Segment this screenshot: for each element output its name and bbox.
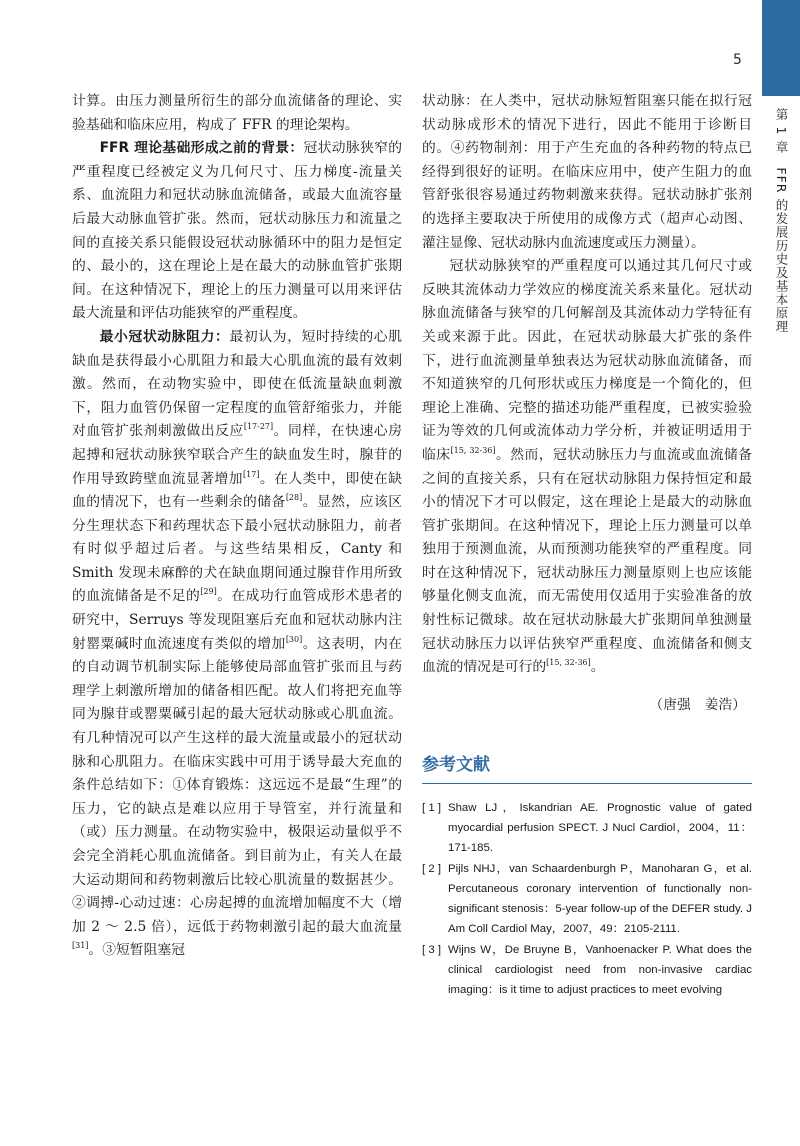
right-column bbox=[422, 90, 752, 1001]
references-heading: 参考文献 bbox=[422, 754, 490, 775]
reference-list bbox=[422, 798, 752, 1000]
page-number: 5 bbox=[733, 52, 742, 68]
chapter-running-title: 第 1 章 FFR 的发展历史及基本原理 bbox=[774, 108, 789, 334]
citation: [17] bbox=[243, 469, 260, 479]
reference-text: Wijns W，De Bruyne B，Vanhoenacker P. What does the clinical cardiologist need from non-invasive cardiac imaging：is it time to adjust practices to meet evolving bbox=[448, 943, 752, 996]
reference-number: [ 2 ] bbox=[422, 862, 441, 875]
reference-item bbox=[422, 940, 752, 1000]
reference-item bbox=[422, 798, 752, 858]
paragraph-text: 冠状动脉狭窄的严重程度可以通过其几何尺寸或反映其流体动力学效应的梯度流关系来量化。冠状动脉血流储备与狭窄的几何解剖及其流体动力学特征有关或来源于此。因此，在冠状动脉最大扩张的条件下，进行血流测量单独表达为冠状动脉血流储备，而不知道狭窄的几何形状或压力梯度是一个简化的，但理论上准确、完整的描述功能严重程度，已被实验验证为等效的几何或流体动力学分析，并被证明适用于临床 bbox=[422, 258, 752, 463]
references-divider bbox=[422, 783, 752, 784]
paragraph-text: 。在人类中，即使在缺血的情况下，也有一些剩余的储备 bbox=[72, 470, 403, 511]
reference-number: [ 1 ] bbox=[422, 801, 441, 814]
reference-text: Shaw LJ，Iskandrian AE. Prognostic value of gated myocardial perfusion SPECT. J Nucl Cardiol，2004，11：171-185. bbox=[448, 801, 752, 854]
author-credit: （唐强 姜浩） bbox=[649, 696, 746, 713]
paragraph-text: 。 bbox=[590, 659, 605, 676]
reference-item bbox=[422, 859, 752, 939]
citation: [15, 32-36] bbox=[546, 658, 591, 668]
paragraph-ffr-framework: 计算。由压力测量所衍生的部分血流储备的理论、实验基础和临床应用，构成了 FFR 的理论架构。 bbox=[72, 93, 402, 133]
paragraph-text: 冠状动脉狭窄的严重程度已经被定义为几何尺寸、压力梯度-流量关系、血流阻力和冠状动脉血流储备，或最大血流容量后最大动脉血管扩张。然而，冠状动脉压力和流量之间的直接关系只能假设冠状动脉循环中的阻力是恒定的、最小的，这在理论上是在最大的动脉血管扩张期间。在这种情况下，理论上的压力测量可以用来评估最大流量和评估功能狭窄的严重程度。 bbox=[72, 140, 402, 322]
paragraph-stenosis-severity bbox=[422, 255, 752, 680]
chapter-color-tab bbox=[762, 0, 800, 96]
paragraph-minimal-resistance bbox=[72, 326, 402, 963]
citation: [31] bbox=[72, 941, 89, 951]
paragraph-text: 。然而，冠状动脉压力与血流或血流储备之间的直接关系，只有在冠状动脉阻力保持恒定和最小的情况下才可以假定，这在理论上是最大的动脉血管扩张期间。在这种情况下，理论上压力测量可以单独用于预测血流，从而预测功能狭窄的严重程度。同时在这种情况下，冠状动脉压力测量原则上也应该能够量化侧支血流，而无需使用仅适用于实验准备的放射性标记微球。故在冠状动脉最大扩张期间单独测量冠状动脉压力以评估狭窄严重程度、血流储备和侧支血流的情况是可行的 bbox=[422, 446, 753, 676]
citation: [17-27] bbox=[243, 422, 274, 432]
paragraph-text: 。这表明，内在的自动调节机制实际上能够使局部血管扩张而且与药理学上刺激所增加的储备相匹配。故人们将把充血等同为腺苷或罂粟碱引起的最大冠状动脉或心肌血流。有几种情况可以产生这样的最大流量或最小的冠状动脉和心肌阻力。在临床实践中可用于诱导最大充血的条件总结如下：①体育锻炼：这远远不是最“生理”的压力，它的缺点是难以应用于导管室，并行流量和（或）压力测量。在动物实验中，极限运动量似乎不会完全消耗心肌血流储备。到目前为止，有关人在最大运动期间和药物刺激后比较心肌流量的数据甚少。②调搏-心动过速：心房起搏的血流增加幅度不大（增加 2 ～ 2.5 倍），远低于药物刺激引起的最大血流量 bbox=[72, 635, 403, 935]
paragraph-text: 。在成功行血管成形术患者的研究中，Serruys 等发现阻塞后充血和冠状动脉内注射罂粟碱时血流速度有类似的增加 bbox=[72, 588, 403, 652]
citation: [30] bbox=[285, 634, 303, 644]
citation: [28] bbox=[285, 493, 303, 503]
paragraph-text: 最初认为，短时持续的心肌缺血是获得最小心肌阻力和最大心肌血流的最有效刺激。然而，在动物实验中，即使在低流量缺血刺激下，阻力血管仍保留一定程度的血管舒缩张力，并能对血管扩张剂刺激做出反应 bbox=[72, 328, 403, 440]
citation: [29] bbox=[200, 587, 217, 597]
paragraph-text: 。③短暂阻塞冠 bbox=[88, 942, 185, 959]
paragraph-ffr-background bbox=[72, 137, 402, 326]
paragraph-lead-minimal-resistance: 最小冠状动脉阻力： bbox=[99, 328, 230, 345]
reference-text: Pijls NHJ，van Schaardenburgh P，Manoharan G，et al. Percutaneous coronary intervention of functionally non-significant stenosis：5-year follow-up of the DEFER study. J Am Coll Cardiol May，2007，49：2105-2111. bbox=[448, 862, 752, 935]
citation: [15, 32-36] bbox=[450, 445, 496, 455]
paragraph-continuation: 状动脉：在人类中，冠状动脉短暂阻塞只能在拟行冠状动脉成形术的情况下进行，因此不能用于诊断目的。④药物制剂：用于产生充血的各种药物的特点已经得到很好的证明。在临床应用中，使产生阻力的血管舒张很容易通过药物刺激来获得。冠状动脉扩张剂的选择主要取决于所使用的成像方式（超声心动图、灌注显像、冠状动脉内血流速度或压力测量）。 bbox=[422, 93, 752, 251]
paragraph-text: 。显然，应该区分生理状态下和药理状态下最小冠状动脉阻力，前者有时似乎超过后者。与这些结果相反，Canty 和 Smith 发现未麻醉的犬在缺血期间通过腺苷作用所致的血流储备是不足的 bbox=[72, 494, 403, 605]
reference-number: [ 3 ] bbox=[422, 943, 441, 956]
paragraph-lead-background: FFR 理论基础形成之前的背景： bbox=[99, 140, 304, 157]
left-column bbox=[72, 90, 402, 963]
paragraph-text: 。同样，在快速心房起搏和冠状动脉狭窄联合产生的缺血发生时，腺苷的作用导致跨壁血流显著增加 bbox=[72, 423, 403, 487]
